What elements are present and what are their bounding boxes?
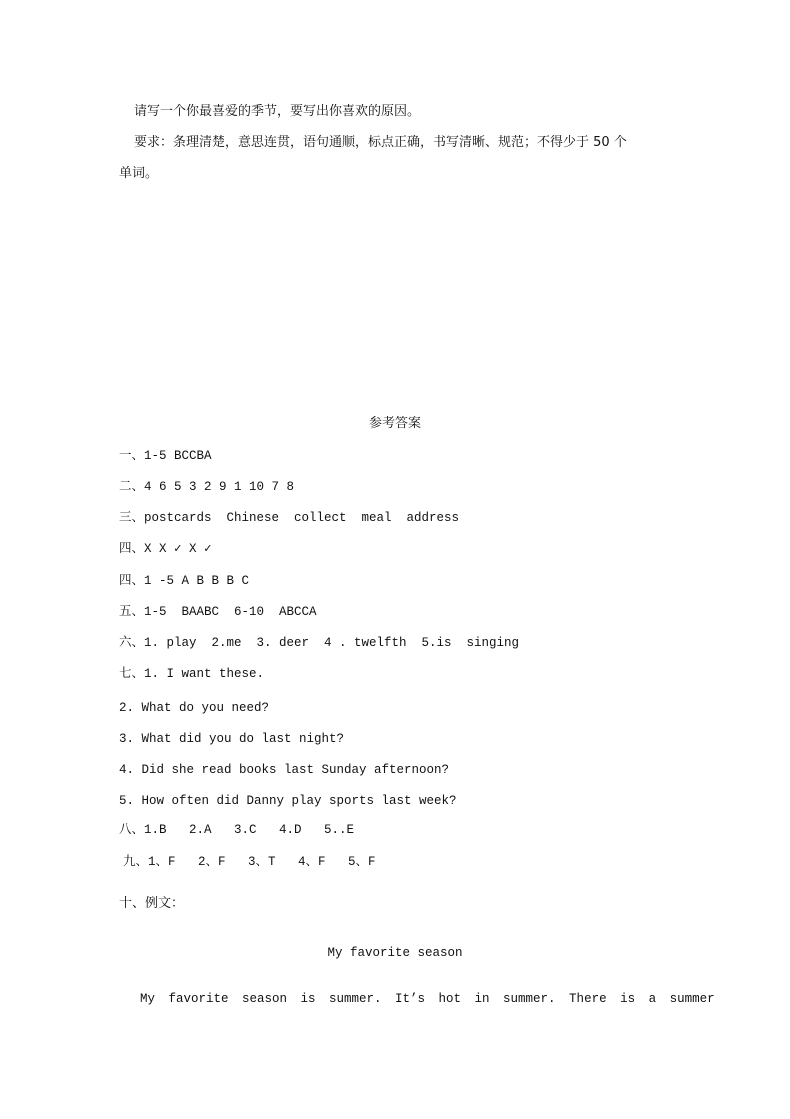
- answer-item-15: 十、例文：: [119, 896, 185, 911]
- answer-item-14: 九、1、F 2、F 3、T 4、F 5、F: [123, 855, 376, 869]
- answer-item-11: 4. Did she read books last Sunday afternoon?: [119, 763, 450, 777]
- answer-item-1: 一、1-5 BCCBA: [119, 449, 212, 463]
- prompt-line-2: 要求：条理清楚，意思连贯，语句通顺，标点正确，书写清晰、规范；不得少于 50 个: [134, 135, 627, 150]
- answer-item-8: 七、1. I want these.: [119, 667, 265, 681]
- prompt-line-1: 请写一个你最喜爱的季节，要写出你喜欢的原因。: [134, 104, 421, 119]
- answer-item-3: 三、postcards Chinese collect meal address: [119, 511, 460, 525]
- essay-title: My favorite season: [327, 946, 463, 960]
- answer-item-5: 四、1 -5 A B B B C: [119, 574, 250, 588]
- answer-item-4: 四、X X ✓ X ✓: [119, 542, 212, 556]
- answer-key-title: 参考答案: [368, 416, 421, 431]
- answer-item-10: 3. What did you do last night?: [119, 732, 345, 746]
- answer-item-2: 二、4 6 5 3 2 9 1 10 7 8: [119, 480, 295, 494]
- answer-item-6: 五、1-5 BAABC 6-10 ABCCA: [119, 605, 317, 619]
- essay-first-line: My favorite season is summer. It’s hot in summer. There is a summer: [140, 992, 715, 1006]
- answer-item-13: 八、1.B 2.A 3.C 4.D 5..E: [119, 823, 355, 837]
- answer-item-9: 2. What do you need?: [119, 701, 270, 715]
- answer-item-7: 六、1. play 2.me 3. deer 4 . twelfth 5.is singing: [119, 636, 520, 650]
- prompt-line-3: 单词。: [119, 166, 159, 181]
- answer-item-12: 5. How often did Danny play sports last week?: [119, 794, 457, 808]
